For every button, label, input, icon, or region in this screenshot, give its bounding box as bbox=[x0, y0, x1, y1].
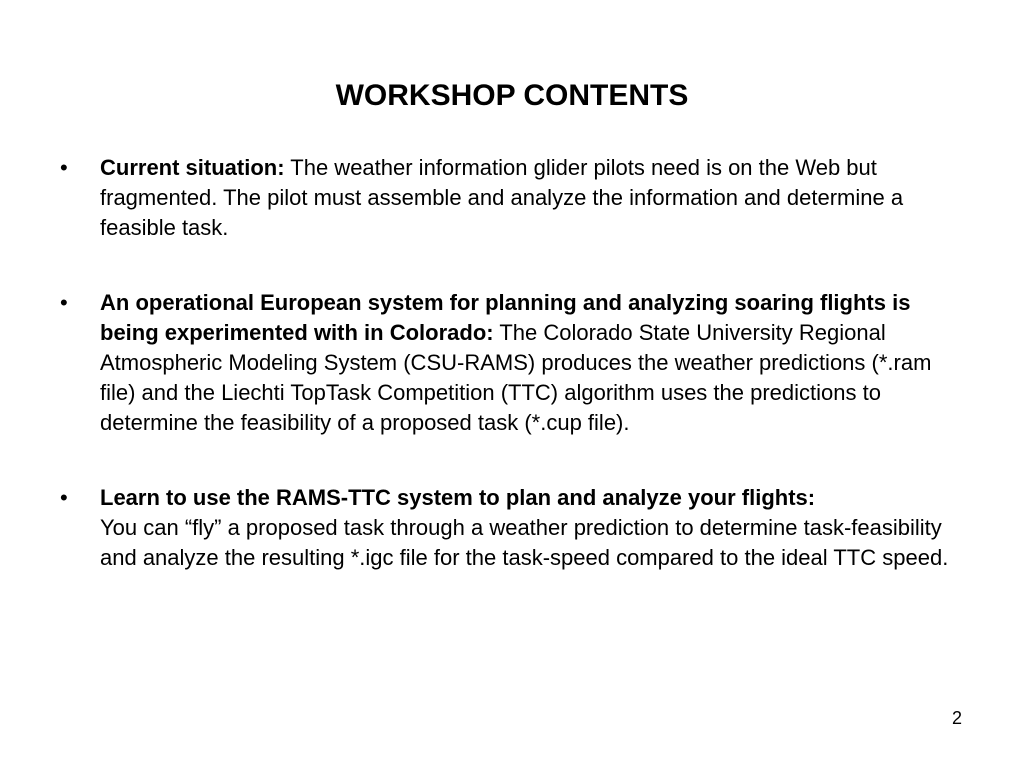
bullet-lead: An operational European system for planning and analyzing soaring flights is being experimented with in Colorado: bbox=[100, 290, 911, 345]
bullet-item-learn-rams-ttc bbox=[0, 483, 950, 573]
bullet-icon: • bbox=[60, 290, 68, 315]
bullet-body: You can “fly” a proposed task through a weather prediction to determine task-feasibility and analyze the resulting *.igc file for the task-speed compared to the ideal TTC speed. bbox=[100, 515, 949, 570]
page-number: 2 bbox=[951, 708, 962, 728]
bullet-body: The weather information glider pilots need is on the Web but fragmented. The pilot must assemble and analyze the information and determine a feasible task. bbox=[100, 155, 904, 240]
bullet-item-current-situation bbox=[0, 153, 950, 243]
bullet-icon: • bbox=[60, 485, 68, 510]
bullet-lead: Learn to use the RAMS-TTC system to plan and analyze your flights: bbox=[100, 485, 816, 510]
bullet-icon: • bbox=[60, 155, 68, 180]
slide-title: WORKSHOP CONTENTS bbox=[335, 79, 689, 112]
bullet-list bbox=[0, 153, 1024, 618]
bullet-lead: Current situation: bbox=[100, 155, 285, 180]
bullet-body: The Colorado State University Regional Atmospheric Modeling System (CSU-RAMS) produces the weather predictions (*.ram file) and the Liechti TopTask Competition (TTC) algorithm uses the predictions to determine the feasibility of a proposed task (*.cup file). bbox=[100, 320, 932, 435]
bullet-item-operational-system bbox=[0, 288, 950, 438]
